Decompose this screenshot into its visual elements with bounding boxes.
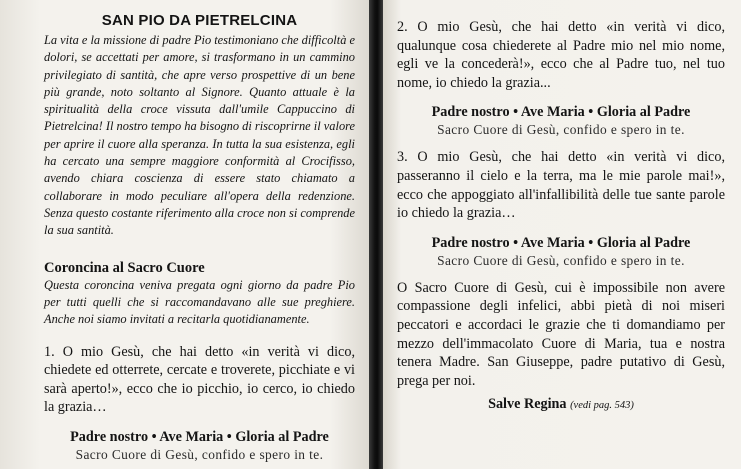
prayer-3: 3. O mio Gesù, che hai detto «in verità vi dico, passeranno il cielo e la terra, ma le mie parole mai!», ecco che appoggiato all'infallibilità delle tue sante parole io chiedo la grazia… <box>397 149 725 222</box>
right-page <box>383 0 741 469</box>
refrain-2-prayers: Padre nostro • Ave Maria • Gloria al Padre <box>431 104 691 121</box>
book-gutter <box>369 0 383 469</box>
page-title: SAN PIO DA PIETRELCINA <box>101 12 298 29</box>
salve-regina-title: Salve Regina <box>488 396 567 413</box>
section-title: Coroncina al Sacro Cuore <box>44 259 205 276</box>
left-page <box>0 0 369 469</box>
salve-regina-page-ref: (vedi pag. 543) <box>570 400 634 412</box>
refrain-1-prayers: Padre nostro • Ave Maria • Gloria al Padre <box>70 428 329 445</box>
closing-prayer: O Sacro Cuore di Gesù, cui è impossibile non avere compassione degli infelici, abbi pietà di noi miseri peccatori e accordaci le grazie che ti domandiamo per mezzo dell'immacolato Cuore di Maria, tua e nostra tenera Madre. San Giuseppe, padre putativo di Gesù, prega per noi. <box>397 279 725 389</box>
prayer-2: 2. O mio Gesù, che hai detto «in verità vi dico, qualunque cosa chiederete al Padre mio nel mio nome, egli ve la concederà!», ecco che al Padre tuo, nel tuo nome, io chiedo la grazia... <box>397 19 725 91</box>
salve-regina-line <box>397 396 725 413</box>
section-description: Questa coroncina veniva pregata ogni giorno da padre Pio per tutti quelli che si raccomandavano alle sue preghiere. Anche noi siamo invitati a recitarla quotidianamente. <box>44 277 355 326</box>
refrain-2 <box>397 104 725 138</box>
refrain-1 <box>44 429 355 463</box>
prayer-1: 1. O mio Gesù, che hai detto «in verità vi dico, chiedete ed otterrete, cercate e troverete, picchiate e vi sarà aperto!», ecco che io picchio, io cerco, io chiedo la grazia… <box>44 343 355 416</box>
refrain-3-prayers: Padre nostro • Ave Maria • Gloria al Padre <box>431 234 691 251</box>
refrain-1-invocation: Sacro Cuore di Gesù, confido e spero in te. <box>75 446 324 462</box>
refrain-3-invocation: Sacro Cuore di Gesù, confido e spero in te. <box>437 252 685 268</box>
refrain-2-invocation: Sacro Cuore di Gesù, confido e spero in te. <box>437 122 685 138</box>
intro-paragraph: La vita e la missione di padre Pio testimoniano che difficoltà e dolori, se accettati per amore, si trasformano in un cammino privilegiato di santità, che apre verso prospettive di un bene più grande, noto soltanto al Signore. Quanto attuale è la spiritualità della croce vissuta dall'umile Cappuccino di Pietrelcina! Il nostro tempo ha bisogno di riscoprirne il valore per aprire il cuore alla speranza. In tutta la sua esistenza, egli ha cercato una sempre maggiore conformità al Crocifisso, avendo chiara coscienza di essere stato chiamato a collaborare in modo peculiare all'opera della redenzione. Senza questo costante riferimento alla croce non si comprende la sua santità. <box>44 33 355 238</box>
refrain-3 <box>397 235 725 269</box>
